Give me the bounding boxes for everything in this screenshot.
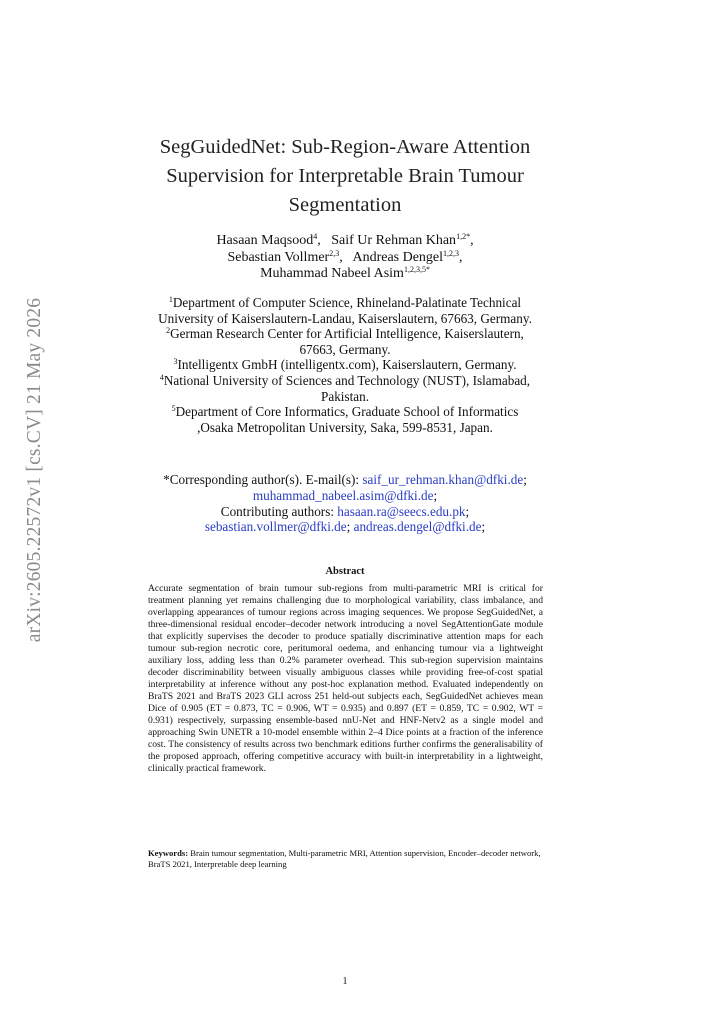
- abstract-body: Accurate segmentation of brain tumour sub-regions from multi-parametric MRI is critical for treatment planning yet remains challenging due to morphological variability, class imbalance, and overlapping appearances of tumour regions across imaging sequences. We propose SegGuidedNet, a three-dimensional residual encoder–decoder network introducing a novel SegAttentionGate module that explicitly supervises the decoder to produce spatially discriminative attention maps for each tumour sub-region necrotic core, peritumoral oedema, and enhancing tumour via a lightweight auxiliary loss, adding less than 0.2% parameter overhead. This sub-region supervision maintains decoder discriminability between visually ambiguous classes while providing free-of-cost spatial interpretability at inference without any post-hoc explanation method. Evaluated independently on BraTS 2021 and BraTS 2023 GLI across 251 held-out subjects each, SegGuidedNet achieves mean Dice of 0.905 (ET = 0.873, TC = 0.906, WT = 0.935) and 0.897 (ET = 0.859, TC = 0.902, WT = 0.931) respectively, surpassing ensemble-based nnU-Net and HNF-Netv2 as a single model and approaching Swin UNETR a 10-model ensemble within 2–4 Dice points at a fraction of the inference cost. The consistency of results across two benchmark editions further confirms the generalisability of the proposed approach, offering competitive accuracy with built-in interpretability in a lightweight, clinically practical framework.: [148, 583, 543, 774]
- affiliation-line: 67663, Germany.: [299, 341, 391, 357]
- paper-title: [130, 133, 560, 220]
- affiliation-number: 3: [173, 357, 178, 367]
- affiliation: [130, 373, 560, 404]
- author-affiliation-marker: 1,2*: [456, 232, 471, 241]
- author-affiliation-marker: 1,2,3,5*: [403, 265, 430, 274]
- author-name: Andreas Dengel: [352, 249, 444, 265]
- title-line: Supervision for Interpretable Brain Tumour: [166, 165, 524, 187]
- affiliation: [130, 404, 560, 435]
- affiliation: [130, 295, 560, 326]
- affiliation-number: 1: [168, 295, 173, 304]
- corresponding-label: *Corresponding author(s). E-mail(s):: [163, 472, 360, 487]
- contributing-label: Contributing authors:: [220, 503, 334, 519]
- affiliation-line: ,Osaka Metropolitan University, Saka, 599-8531, Japan.: [197, 419, 493, 435]
- contact-block: *Corresponding author(s). E-mail(s): saif_ur_rehman.khan@dfki.de; muhammad_nabeel.asim@dfki.de; Contributing authors: hasaan.ra@seecs.edu.pk; sebastian.vollmer@dfki.de; andreas.dengel@dfki.de;: [163, 472, 527, 535]
- email-link[interactable]: hasaan.ra@seecs.edu.pk: [337, 503, 466, 519]
- author-affiliation-marker: 2,3: [329, 248, 340, 258]
- email-link[interactable]: sebastian.vollmer@dfki.de: [204, 519, 347, 535]
- author-affiliation-marker: 4: [313, 232, 318, 241]
- author-list: Hasaan Maqsood$^4$, Saif Ur Rehman Khan$^{1,2*}$, Sebastian Vollmer$^{2,3}$, Andreas Dengel$^{1,2,3}$, Muhammad Nabeel Asim$^{1,2,3,5*}$: [216, 232, 474, 281]
- author-name: Muhammad Nabeel Asim: [260, 266, 404, 281]
- email-link[interactable]: muhammad_nabeel.asim@dfki.de: [252, 487, 434, 503]
- affiliation: [130, 357, 560, 373]
- arxiv-identifier: arXiv:2605.22572v1 [cs.CV] 21 May 2026: [24, 297, 45, 643]
- affiliation-line: University of Kaiserslautern-Landau, Kaiserslautern, 67663, Germany.: [158, 310, 532, 326]
- keywords-text: Brain tumour segmentation, Multi-parametric MRI, Attention supervision, Encoder–decoder network, BraTS 2021, Interpretable deep learning: [148, 848, 541, 869]
- abstract-heading: Abstract: [325, 566, 365, 577]
- affiliation-number: 4: [159, 372, 164, 382]
- author-name: Sebastian Vollmer: [227, 249, 330, 265]
- affiliation-line: National University of Sciences and Technology (NUST), Islamabad,: [163, 372, 531, 388]
- keywords: [148, 848, 543, 869]
- author-name: Saif Ur Rehman Khan: [331, 233, 457, 248]
- title-line: SegGuidedNet: Sub-Region-Aware Attention: [159, 136, 531, 158]
- affiliation-number: 5: [171, 404, 176, 414]
- affiliation-line: Department of Computer Science, Rhineland-Palatinate Technical: [172, 295, 522, 310]
- author-name: Hasaan Maqsood: [216, 233, 314, 248]
- affiliation-list: [130, 295, 560, 435]
- page-number: 1: [342, 976, 348, 987]
- affiliation-line: German Research Center for Artificial Intelligence, Kaiserslautern,: [170, 326, 524, 342]
- affiliation-number: 2: [166, 326, 171, 336]
- affiliation-line: Intelligentx GmbH (intelligentx.com), Kaiserslautern, Germany.: [177, 357, 517, 373]
- keywords-label: Keywords:: [148, 848, 189, 858]
- affiliation: [130, 326, 560, 357]
- email-link[interactable]: saif_ur_rehman.khan@dfki.de: [362, 472, 524, 487]
- title-line: Segmentation: [288, 194, 402, 216]
- email-link[interactable]: andreas.dengel@dfki.de: [353, 519, 482, 535]
- affiliation-line: Pakistan.: [321, 388, 369, 404]
- author-affiliation-marker: 1,2,3: [443, 248, 460, 258]
- affiliation-line: Department of Core Informatics, Graduate School of Informatics: [175, 404, 519, 420]
